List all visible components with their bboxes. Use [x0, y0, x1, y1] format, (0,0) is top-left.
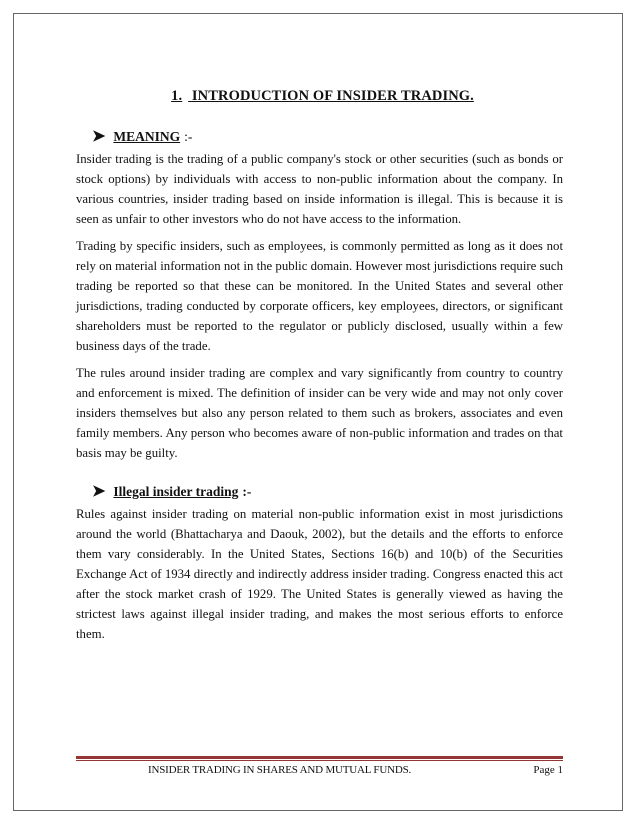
title-text: INTRODUCTION OF INSIDER TRADING.: [191, 88, 474, 104]
arrow-bullet-icon: ➤: [92, 483, 106, 500]
heading-suffix: :-: [242, 484, 252, 499]
paragraph: Rules against insider trading on material non-public information exist in most jurisdictions around the world (Bhattacharya and Daouk, 2002), but the details and the efforts to enforce them vary considerably. In the United States, Sections 16(b) and 10(b) of the Securities Exchange Act of 1934 directly and indirectly address insider trading. Congress enacted this act after the stock market crash of 1929. The United States is generally viewed as having the strictest laws against illegal insider trading, and makes the most serious efforts to enforce them.: [76, 507, 563, 641]
section-spacer: [76, 470, 563, 484]
footer-rule-thin: [76, 760, 563, 761]
footer-title: INSIDER TRADING IN SHARES AND MUTUAL FUNDS.: [148, 764, 412, 776]
section-heading-meaning: [92, 129, 563, 145]
paragraph: The rules around insider trading are complex and vary significantly from country to country and enforcement is mixed. The definition of insider can be very wide and may not only cover insiders themselves but also any person related to them such as brokers, associates and even family members. Any person who becomes aware of non-public information and trades on that basis may be guilty.: [76, 366, 563, 460]
section-heading-illegal-insider-trading: [92, 484, 563, 500]
document-title: [76, 88, 563, 105]
footer-rule-thick: [76, 756, 563, 759]
paragraph: Insider trading is the trading of a public company's stock or other securities (such as bonds or stock options) by individuals with access to non-public information about the company. In various countries, insider trading based on inside information is illegal. This is because it is seen as unfair to other investors who do not have access to the information.: [76, 152, 563, 226]
page-footer: [76, 764, 563, 780]
heading-text: MEANING: [113, 129, 181, 144]
title-number: 1.: [171, 88, 183, 104]
page-number: Page 1: [533, 764, 563, 776]
heading-suffix: :-: [184, 129, 193, 144]
heading-text: Illegal insider trading: [113, 484, 239, 499]
paragraph: Trading by specific insiders, such as employees, is commonly permitted as long as it does not rely on material information not in the public domain. However most jurisdictions require such trading be reported so that these can be monitored. In the United States and several other jurisdictions, trading conducted by corporate officers, key employees, directors, or significant shareholders must be reported to the regulator or publicly disclosed, usually within a few business days of the trade.: [76, 239, 563, 353]
arrow-bullet-icon: ➤: [92, 128, 106, 145]
document-body: [76, 88, 563, 651]
